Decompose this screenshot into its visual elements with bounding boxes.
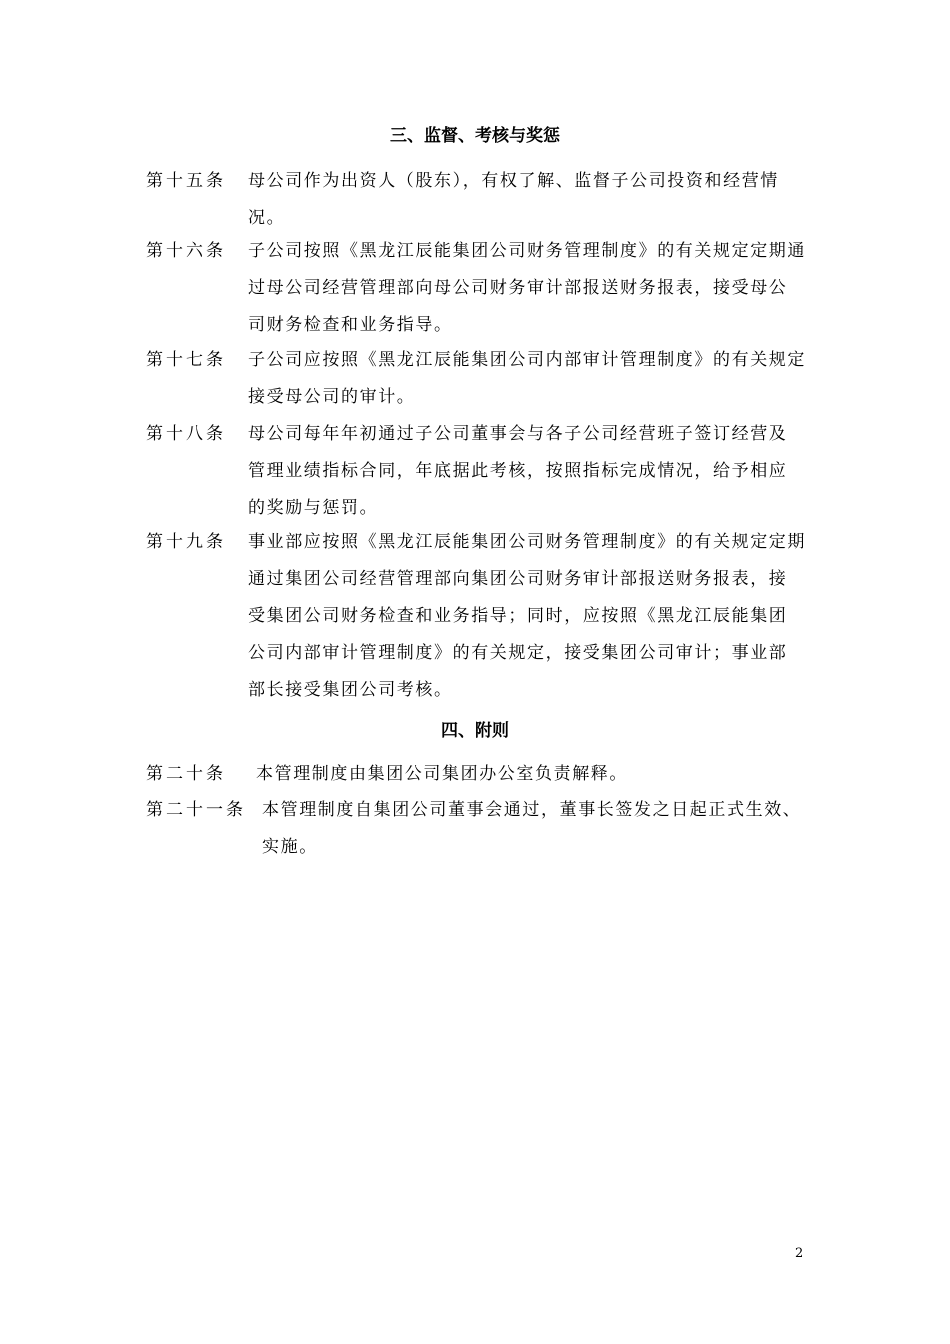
- article-body: [248, 342, 808, 416]
- article-16: [146, 233, 826, 344]
- page-number: 2: [795, 1246, 804, 1261]
- section-title-supervision: 三、监督、考核与奖惩: [390, 126, 560, 146]
- article-17: [146, 342, 826, 416]
- article-line: 本管理制度自集团公司董事会通过，董事长签发之日起正式生效、: [262, 800, 802, 820]
- article-line: 公司内部审计管理制度》的有关规定，接受集团公司审计；事业部: [248, 643, 788, 663]
- article-line: 司财务检查和业务指导。: [248, 315, 453, 335]
- article-label: 第十八条: [146, 424, 226, 444]
- article-line: 通过集团公司经营管理部向集团公司财务审计部报送财务报表，接: [248, 569, 788, 589]
- article-line: 况。: [248, 208, 286, 228]
- article-line: 接受母公司的审计。: [248, 387, 416, 407]
- article-line: 本管理制度由集团公司集团办公室负责解释。: [256, 764, 628, 784]
- article-line: 事业部应按照《黑龙江辰能集团公司财务管理制度》的有关规定定期: [248, 532, 806, 552]
- article-body: [262, 792, 832, 866]
- article-label: 第二十一条: [146, 800, 246, 820]
- article-label: 第二十条: [146, 764, 226, 784]
- article-line: 实施。: [262, 837, 318, 857]
- section-title-appendix: 四、附则: [441, 721, 509, 741]
- article-line: 母公司作为出资人（股东），有权了解、监督子公司投资和经营情: [248, 171, 779, 191]
- article-body: [248, 416, 808, 527]
- article-label: 第十九条: [146, 532, 226, 552]
- article-body: [248, 524, 808, 709]
- article-label: 第十七条: [146, 350, 226, 370]
- article-line: 管理业绩指标合同，年底据此考核，按照指标完成情况，给予相应: [248, 461, 788, 481]
- article-line: 部长接受集团公司考核。: [248, 680, 453, 700]
- article-19: [146, 524, 826, 709]
- article-line: 母公司每年年初通过子公司董事会与各子公司经营班子签订经营及: [248, 424, 788, 444]
- article-21: [146, 792, 826, 866]
- article-body: [256, 756, 816, 793]
- article-18: [146, 416, 826, 527]
- article-body: [248, 233, 808, 344]
- article-label: 第十五条: [146, 171, 226, 191]
- article-line: 受集团公司财务检查和业务指导；同时，应按照《黑龙江辰能集团: [248, 606, 788, 626]
- article-20: [146, 756, 826, 793]
- article-15: [146, 163, 826, 237]
- article-line: 子公司按照《黑龙江辰能集团公司财务管理制度》的有关规定定期通: [248, 241, 806, 261]
- article-line: 的奖励与惩罚。: [248, 498, 379, 518]
- article-body: [248, 163, 808, 237]
- article-line: 过母公司经营管理部向母公司财务审计部报送财务报表，接受母公: [248, 278, 788, 298]
- article-line: 子公司应按照《黑龙江辰能集团公司内部审计管理制度》的有关规定: [248, 350, 806, 370]
- article-label: 第十六条: [146, 241, 226, 261]
